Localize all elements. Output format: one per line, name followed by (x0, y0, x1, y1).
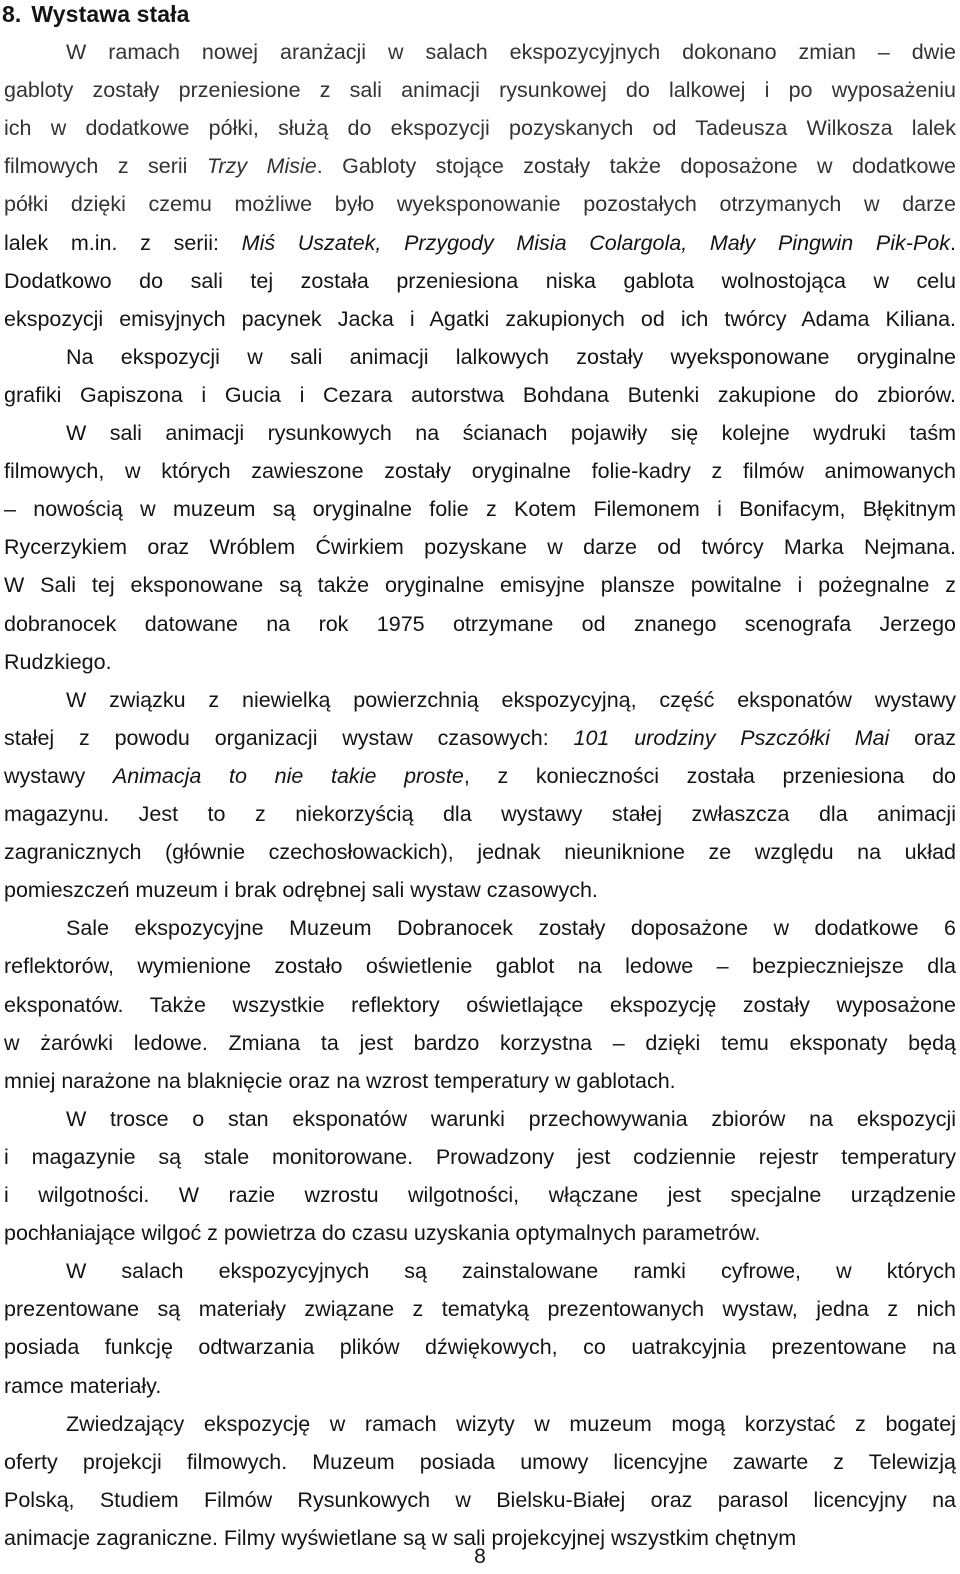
text-line (4, 300, 956, 338)
line-text: , z konieczności została przeniesiona do (463, 763, 956, 788)
section-heading (2, 0, 190, 28)
text-line (4, 986, 956, 1024)
line-text: eksponatów. Także wszystkie reflektory oświetlające ekspozycję zostały wyposażone (4, 992, 956, 1017)
section-title: Wystawa stała (31, 1, 190, 27)
line-text: animacje zagraniczne. Filmy wyświetlane są w sali projekcyjnej wszystkim chętnym (4, 1525, 797, 1550)
line-text: Na ekspozycji w sali animacji lalkowych zostały wyeksponowane oryginalne (66, 344, 956, 369)
line-text: prezentowane są materiały związane z tematyką prezentowanych wystaw, jedna z nich (4, 1297, 956, 1322)
text-line (4, 490, 956, 528)
line-text: . (950, 230, 956, 255)
text-line (4, 1367, 956, 1405)
line-text: oferty projekcji filmowych. Muzeum posiada umowy licencyjne zawarte z Telewizją (4, 1449, 956, 1474)
text-line (4, 71, 956, 109)
line-text: W ramach nowej aranżacji w salach ekspozycyjnych dokonano zmian – dwie (66, 40, 956, 64)
text-line (4, 871, 956, 909)
text-line (66, 681, 956, 719)
text-line (4, 1138, 956, 1176)
line-text: W trosce o stan eksponatów warunki przechowywania zbiorów na ekspozycji (66, 1106, 956, 1131)
line-text: . Gabloty stojące zostały także doposażone w dodatkowe (316, 154, 956, 179)
line-text: ich w dodatkowe półki, służą do ekspozycji pozyskanych od Tadeusza Wilkosza lalek (4, 116, 956, 141)
text-line (66, 338, 956, 376)
line-text: mniej narażone na blaknięcie oraz na wzrost temperatury w gablotach. (4, 1068, 676, 1093)
italic-title: 101 urodziny Pszczółki Mai (573, 725, 890, 750)
page-number: 8 (474, 1545, 486, 1568)
line-text: zagranicznych (głównie czechosłowackich), jednak nieuniknione ze względu na układ (4, 840, 956, 865)
line-text: Sale ekspozycyjne Muzeum Dobranocek zostały doposażone w dodatkowe 6 (66, 916, 956, 941)
text-line (4, 719, 956, 757)
text-line (66, 1100, 956, 1138)
text-line (4, 1443, 956, 1481)
text-line (4, 528, 956, 566)
line-text: oraz (889, 725, 956, 750)
text-line (4, 605, 956, 643)
line-text: i magazynie są stale monitorowane. Prowadzony jest codziennie rejestr temperatury (4, 1144, 956, 1169)
line-text: pomieszczeń muzeum i brak odrębnej sali wystaw czasowych. (4, 878, 598, 903)
line-text: reflektorów, wymienione zostało oświetlenie gablot na ledowe – bezpieczniejsze dla (4, 954, 956, 979)
text-line (4, 1328, 956, 1366)
line-text: filmowych, w których zawieszone zostały oryginalne folie-kadry z filmów animowanych (4, 459, 956, 484)
text-line (4, 1024, 956, 1062)
line-text: grafiki Gapiszona i Gucia i Cezara autorstwa Bohdana Butenki zakupione do zbiorów. (4, 382, 956, 407)
text-line (4, 376, 956, 414)
text-line (4, 262, 956, 300)
text-line (4, 643, 956, 681)
line-text: ekspozycji emisyjnych pacynek Jacka i Agatki zakupionych od ich twórcy Adama Kiliana. (4, 306, 956, 331)
text-line (66, 414, 956, 452)
line-text: W sali animacji rysunkowych na ścianach pojawiły się kolejne wydruki taśm (66, 421, 956, 445)
line-text: pochłaniające wilgoć z powietrza do czasu uzyskania optymalnych parametrów. (4, 1221, 761, 1246)
text-line (4, 795, 956, 833)
text-line (4, 833, 956, 871)
line-text: posiada funkcję odtwarzania plików dźwiękowych, co uatrakcyjnia prezentowane na (4, 1335, 956, 1360)
line-text: filmowych z serii (4, 154, 207, 179)
text-line (66, 1252, 956, 1290)
line-text: Rycerzykiem oraz Wróblem Ćwirkiem pozyskane w darze od twórcy Marka Nejmana. (4, 535, 956, 560)
text-line (4, 1481, 956, 1519)
text-line (4, 1290, 956, 1328)
line-text: i wilgotności. W razie wzrostu wilgotności, włączane jest specjalne urządzenie (4, 1183, 956, 1207)
line-text: W salach ekspozycyjnych są zainstalowane ramki cyfrowe, w których (66, 1259, 956, 1284)
line-text: W związku z niewielką powierzchnią ekspozycyjną, część eksponatów wystawy (66, 687, 956, 712)
line-text: – nowością w muzeum są oryginalne folie z Kotem Filemonem i Bonifacym, Błękitnym (4, 497, 956, 522)
line-text: stałej z powodu organizacji wystaw czasowych: (4, 725, 574, 750)
text-line (66, 909, 956, 947)
text-line (4, 224, 956, 262)
line-text: magazynu. Jest to z niekorzyścią dla wystawy stałej zwłaszcza dla animacji (4, 802, 956, 826)
line-text: ramce materiały. (4, 1373, 162, 1398)
text-line (66, 33, 956, 71)
line-text: lalek m.in. z serii: (4, 230, 242, 255)
text-line (4, 757, 956, 795)
italic-title: Miś Uszatek, Przygody Misia Colargola, Mały Pingwin Pik-Pok (241, 230, 950, 255)
text-line (4, 947, 956, 985)
text-line (4, 452, 956, 490)
line-text: wystawy (4, 763, 113, 788)
text-line (4, 1214, 956, 1252)
line-text: Dodatkowo do sali tej została przeniesiona niska gablota wolnostojąca w celu (4, 268, 956, 293)
line-text: dobranocek datowane na rok 1975 otrzymane od znanego scenografa Jerzego (4, 611, 956, 636)
text-line (66, 1405, 956, 1443)
line-text: Polską, Studiem Filmów Rysunkowych w Bielsku-Białej oraz parasol licencyjny na (4, 1487, 956, 1512)
text-line (4, 566, 956, 604)
line-text: półki dzięki czemu możliwe było wyeksponowanie pozostałych otrzymanych w darze (4, 192, 956, 217)
text-line (4, 1062, 956, 1100)
section-number: 8. (2, 1, 22, 27)
line-text: w żarówki ledowe. Zmiana ta jest bardzo korzystna – dzięki temu eksponaty będą (4, 1030, 956, 1055)
text-line (4, 185, 956, 223)
text-line (4, 147, 956, 185)
text-line (4, 1176, 956, 1214)
text-line (4, 109, 956, 147)
line-text: gabloty zostały przeniesione z sali animacji rysunkowej do lalkowej i po wyposażeniu (4, 78, 956, 103)
line-text: Rudzkiego. (4, 649, 112, 674)
italic-title: Trzy Misie (206, 154, 317, 179)
line-text: Zwiedzający ekspozycję w ramach wizyty w muzeum mogą korzystać z bogatej (66, 1411, 956, 1436)
italic-title: Animacja to nie takie proste (112, 763, 464, 788)
line-text: W Sali tej eksponowane są także oryginalne emisyjne plansze powitalne i pożegnalne z (4, 573, 956, 598)
